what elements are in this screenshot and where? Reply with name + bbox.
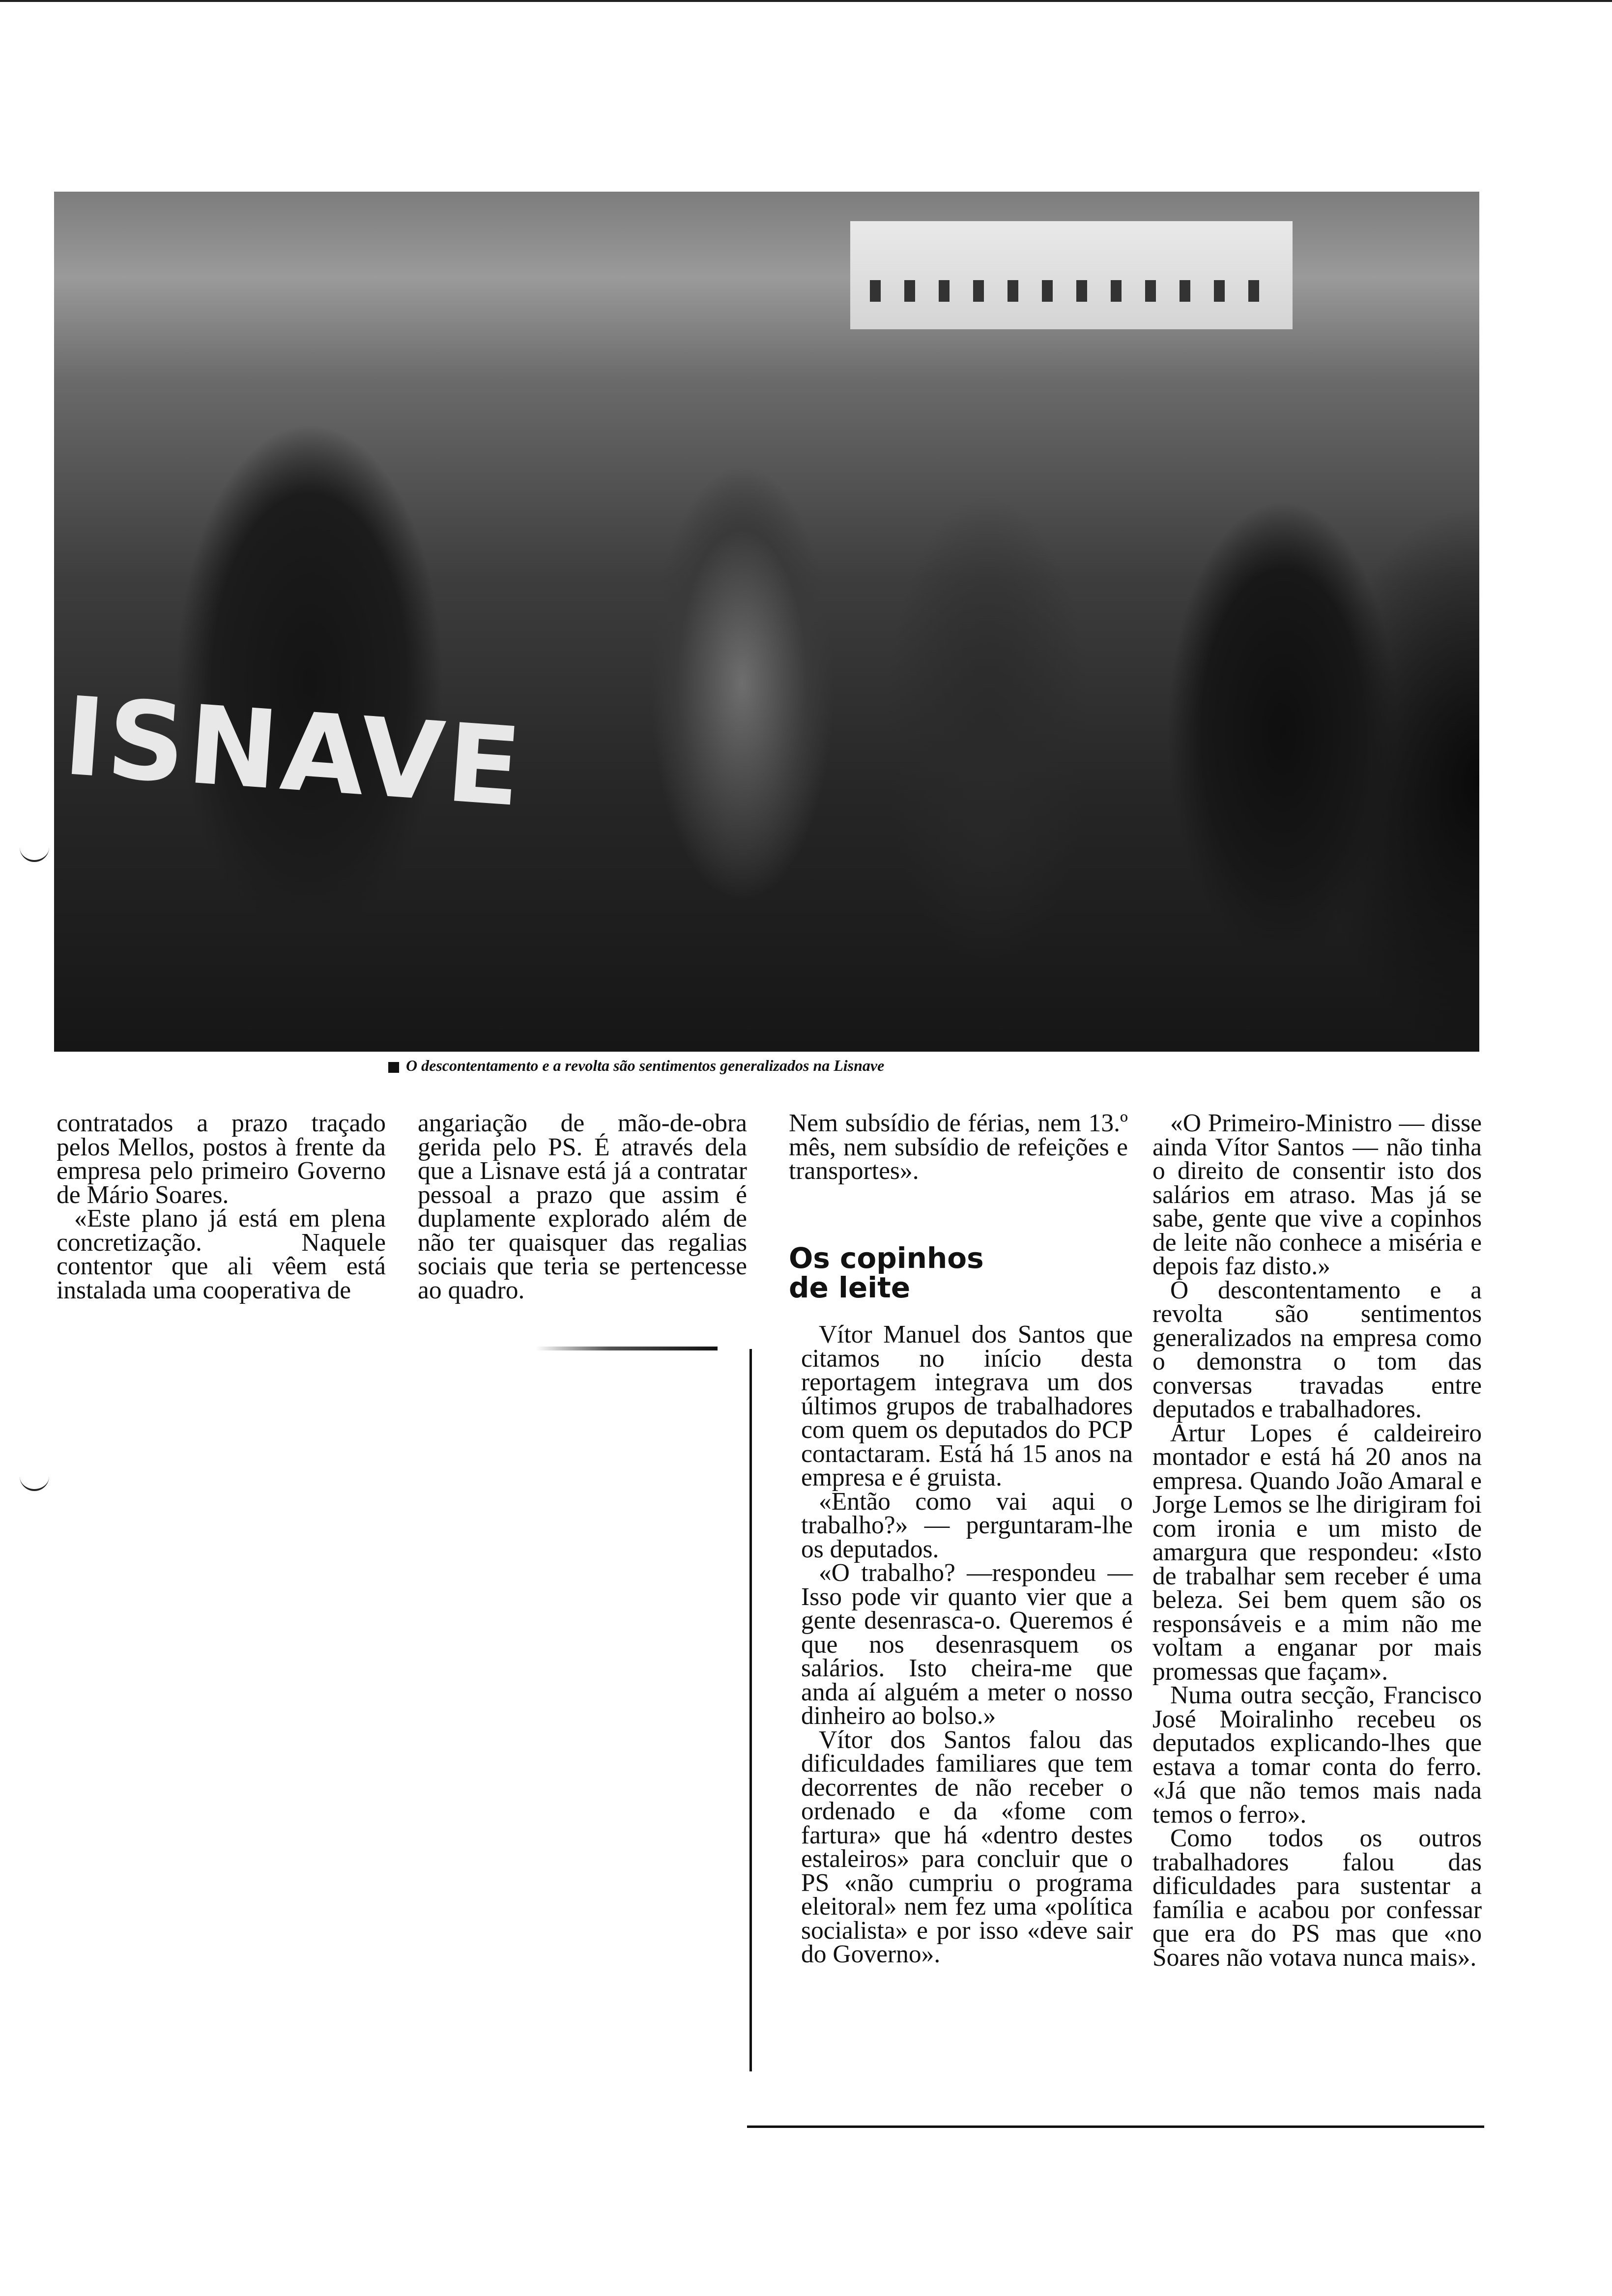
paragraph: «O Primeiro-Ministro — disse ainda Vítor Santos — não tinha o direito de consentir isto dos salários em atraso. Mas já se sabe, gente que vive a copinhos de leite não conhece a miséria e depois faz disto.» xyxy=(1152,1109,1482,1280)
article-column-3 xyxy=(801,1320,1133,1968)
margin-mark xyxy=(20,1474,49,1491)
article-column-1 xyxy=(57,1109,386,1304)
paragraph: Nem subsídio de férias, nem 13.º mês, nem subsídio de refeições e transportes». xyxy=(789,1109,1128,1185)
jacket-lettering: ISNAVE xyxy=(60,673,528,831)
column-end-rule xyxy=(536,1347,718,1350)
margin-mark xyxy=(20,845,49,862)
paragraph: Como todos os outros trabalhadores falou das dificuldades para sustentar a família e acabou por confessar que era do PS mas que «no Soares não votava nunca mais». xyxy=(1152,1824,1482,1972)
article-column-4 xyxy=(1152,1109,1482,1972)
paragraph: angariação de mão-de-obra gerida pelo PS. É através dela que a Lisnave está já a contratar pessoal a prazo que assim é duplamente explorado além de não ter quaisquer das regalias sociais que teria se pertencesse ao quadro. xyxy=(418,1109,747,1304)
article-column-3-top xyxy=(789,1109,1128,1185)
section-subheading: Os copinhos de leite xyxy=(789,1241,984,1304)
article-column-2 xyxy=(418,1109,747,1304)
paragraph: Vítor dos Santos falou das dificuldades familiares que tem decorrentes de não receber o ordenado e da «fome com fartura» que há «dentro destes estaleiros» para concluir que o PS «não cumpriu o programa eleitoral» nem fez uma «política socialista» e por isso «deve sair do Governo». xyxy=(801,1725,1133,1968)
paragraph: Vítor Manuel dos Santos que citamos no início desta reportagem integrava um dos últimos grupos de trabalhadores com quem os deputados do PCP contactaram. Está há 15 anos na empresa e é gruista. xyxy=(801,1320,1133,1492)
paragraph: «Este plano já está em plena concretização. Naquele contentor que ali vêem está instalada uma cooperativa de xyxy=(57,1205,386,1304)
paragraph: «Então como vai aqui o trabalho?» — perguntaram-lhe os deputados. xyxy=(801,1487,1133,1563)
paragraph: «O trabalho? —respondeu — Isso pode vir quanto vier que a gente desenrasca-o. Queremos é que nos desenrasquem os salários. Isto cheira-me que anda aí alguém a meter o nosso dinheiro ao bolso.» xyxy=(801,1559,1133,1730)
paragraph: Numa outra secção, Francisco José Moiralinho recebeu os deputados explicando-lhes que estava a tomar conta do ferro. «Já que não temos mais nada temos o ferro». xyxy=(1152,1681,1482,1829)
bottom-rule xyxy=(747,2125,1484,2128)
photo-caption xyxy=(388,1057,1175,1076)
paragraph: Artur Lopes é caldeireiro montador e está há 20 anos na empresa. Quando João Amaral e Jorge Lemos se lhe dirigiram foi com ironia e um misto de amargura que respondeu: «Isto de trabalhar sem receber é uma beleza. Sei bem quem são os responsáveis e a mim não me voltam a enganar por mais promessas que façam». xyxy=(1152,1419,1482,1686)
caption-text: O descontentamento e a revolta são sentimentos generalizados na Lisnave xyxy=(406,1057,885,1074)
top-border-line xyxy=(0,0,1612,2)
news-photo xyxy=(54,192,1479,1052)
background-building xyxy=(850,221,1293,329)
caption-bullet-icon xyxy=(388,1062,399,1073)
paragraph: contratados a prazo traçado pelos Mellos, postos à frente da empresa pelo primeiro Governo de Mário Soares. xyxy=(57,1109,386,1209)
column-divider xyxy=(749,1349,752,2071)
paragraph: O descontentamento e a revolta são sentimentos generalizados na empresa como o demonstra o tom das conversas travadas entre deputados e trabalhadores. xyxy=(1152,1276,1482,1423)
